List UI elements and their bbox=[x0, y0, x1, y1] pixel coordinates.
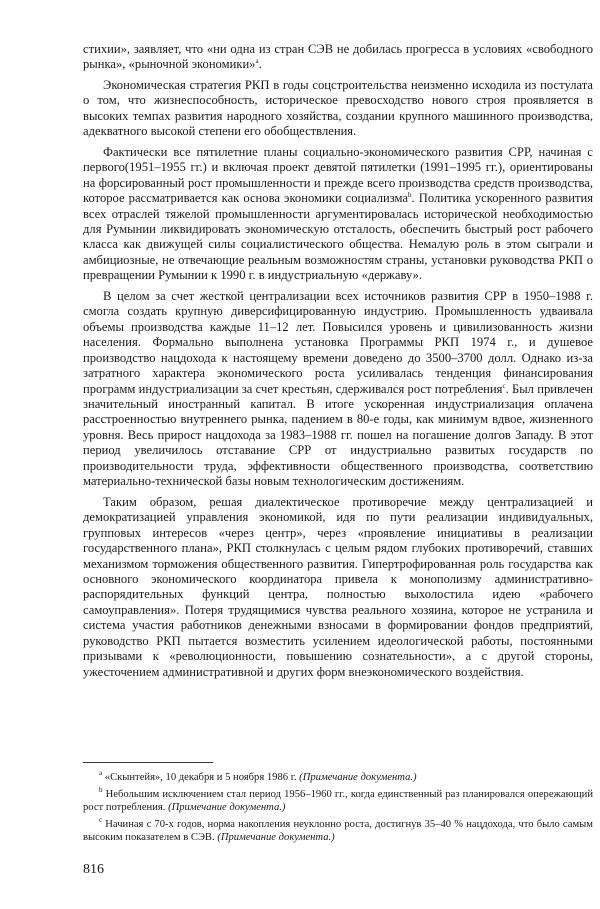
footnote-marker: b bbox=[99, 786, 103, 794]
paragraph: Таким образом, решая диалектическое противоречие между централизацией и демократизацией управления экономикой, идя по пути реализации индивидуальных, групповых интересов «через центр», через «проявление инициативы в реализации государственного плана», РКП столкнулась с целым рядом глубоких противоречий, ставших механизмом торможения общественного развития. Гипертрофированная роль государства как основного экономического координатора привела к монополизму административно-распорядительных функций центра, полностью выхолостила идею «рабочего самоуправления». Потеря трудящимися чувства реального хозяина, которое не устранила и система участия работников денежными взносами в формировании фондов предприятий, руководство РКП пытается возместить усилением идеологической работы, постоянными призывами к «революционности, повышению сознательности», а с другой стороны, ужесточением административной и других форм внеэкономического воздействия. bbox=[83, 494, 593, 679]
paragraph: В целом за счет жесткой централизации всех источников развития СРР в 1950–1988 г. смогла создать крупную диверсифицированную индустрию. Промышленность удваивала объемы производства каждые 11–12 лет. Повысился уровень и цивилизованность жизни населения. Формально выполнена установка Программы РКП 1974 г., и душевое производство нацдохода к настоящему времени доведено до 3500–3700 долл. Однако из-за затратного характера экономического роста усиливалась тенденция финансирования программ индустриализации за счет крестьян, сдерживался рост потребления$^c$. Был привлечен значительный иностранный капитал. В итоге ускоренная индустриализация оплачена расстроенностью внутреннего рынка, падением в 80-е годы, как минимум вдвое, жизненного уровня. Весь прирост нацдохода за 1983–1988 гг. пошел на погашение долгов Западу. В этот период увеличилось отставание СРР от индустриально развитых государств по производительности труда, эффективности общественного производства, соответствию материально-технической базы новым технологическим достижениям. bbox=[83, 288, 593, 489]
page-number: 816 bbox=[83, 862, 104, 877]
footnote-marker: a bbox=[99, 769, 103, 777]
main-text bbox=[83, 42, 593, 685]
footnote-divider bbox=[83, 762, 213, 763]
footnote: $^a$ «Скынтейя», 10 декабря и 5 ноября 1986 г. (Примечание документа.) bbox=[99, 769, 417, 783]
footnotes bbox=[83, 771, 593, 848]
footnote: $^b$ Небольшим исключением стал период 1956–1960 гг., когда единственный раз планировался опережающий рост потребления. (Примечание документа.) bbox=[83, 786, 593, 813]
paragraph: Экономическая стратегия РКП в годы соцстроительства неизменно исходила из постулата о том, что жизнеспособность, историческое превосходство нового строя проявляется в высоких темпах развития народного хозяйства, создании крупного машинного производства, адекватного высокой степени его обобществления. bbox=[83, 77, 593, 139]
footnote-ref: a bbox=[255, 57, 259, 66]
footnote: $^c$ Начиная с 70-х годов, норма накопления неуклонно роста, достигнув 35–40 % нацдохода, что было самым высоким показателем в СЭВ. (Примечание документа.) bbox=[83, 816, 593, 843]
footnote-ref: b bbox=[408, 191, 412, 200]
paragraph: Фактически все пятилетние планы социально-экономического развития СРР, начиная с первого(1951–1955 гг.) и включая проект девятой пятилетки (1991–1995 гг.), ориентированы на форсированный рост промышленности и прежде всего производства средств производства, которое рассматривается как основа экономики социализма$^b$. Политика ускоренного развития всех отраслей тяжелой промышленности аргументировалась исторической необходимостью для Румынии ликвидировать экономическую отсталость, обеспечить быстрый рост рабочего класса как движущей силы социалистического общества. Немалую роль в этом сыграли и амбициозные, не отвечающие реальным возможностям страны, установки руководства РКП о превращении Румынии к 1990 г. в индустриальную «державу». bbox=[83, 144, 593, 283]
footnote-ref: c bbox=[502, 381, 506, 390]
footnote-marker: c bbox=[99, 816, 103, 824]
paragraph: стихии», заявляет, что «ни одна из стран СЭВ не добилась прогресса в условиях «свободного рынка», «рыночной экономики»$^a$. bbox=[83, 42, 593, 72]
